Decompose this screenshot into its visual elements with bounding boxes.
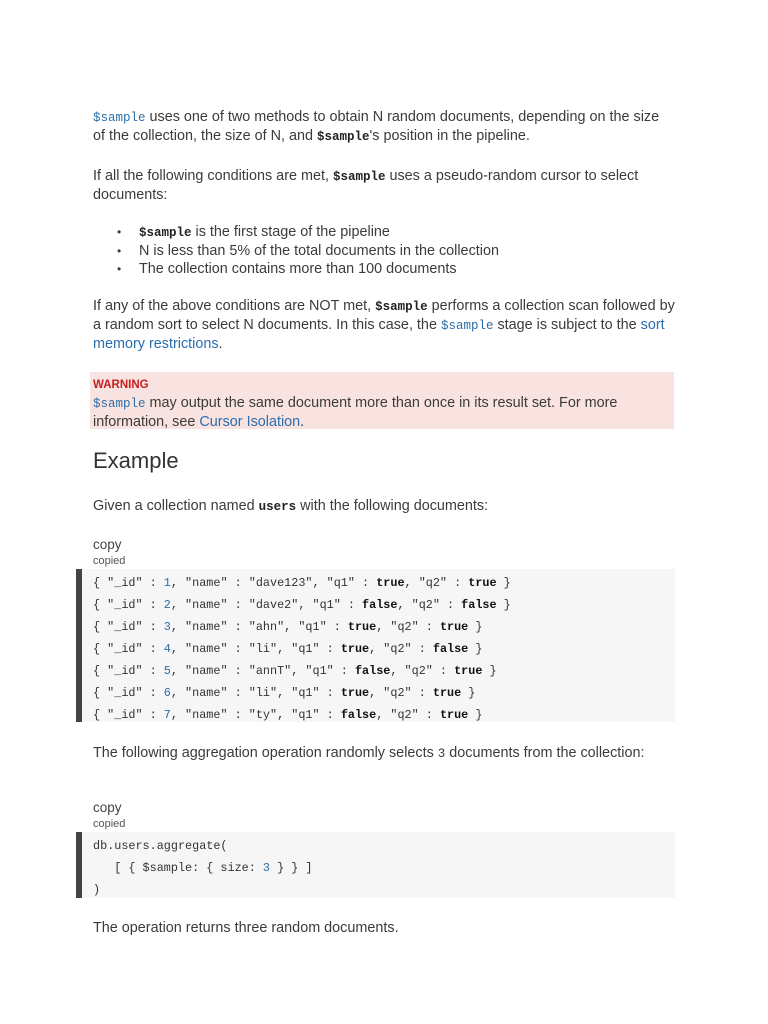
warning-title: WARNING bbox=[93, 379, 149, 391]
intro-paragraph: $sample uses one of two methods to obtain N random documents, depending on the size of the collection, the size of N, and $sample's position in the pipeline. bbox=[93, 109, 660, 144]
copied-status: copied bbox=[93, 555, 126, 567]
aggregation-intro-paragraph: The following aggregation operation randomly selects 3 documents from the collection: bbox=[93, 745, 645, 761]
code-line: { "_id" : 5, "name" : "annT", "q1" : false, "q2" : true } bbox=[93, 664, 497, 678]
copied-status: copied bbox=[93, 818, 126, 830]
aggregate-code-block bbox=[76, 832, 675, 898]
code-line: { "_id" : 4, "name" : "li", "q1" : true, "q2" : false } bbox=[93, 642, 483, 656]
code-line: { "_id" : 3, "name" : "ahn", "q1" : true, "q2" : true } bbox=[93, 620, 483, 634]
list-item: • The collection contains more than 100 documents bbox=[139, 260, 499, 278]
sample-code[interactable]: $sample bbox=[93, 111, 146, 125]
result-paragraph: The operation returns three random documents. bbox=[93, 920, 399, 936]
conditions-intro-paragraph: If all the following conditions are met, $sample uses a pseudo-random cursor to select documents: bbox=[93, 168, 639, 203]
code-line: { "_id" : 1, "name" : "dave123", "q1" : true, "q2" : true } bbox=[93, 576, 511, 590]
fallback-paragraph: If any of the above conditions are NOT met, $sample performs a collection scan followed by a random sort to select N documents. In this case, the $sample stage is subject to the sort memory restrictions. bbox=[93, 298, 675, 352]
number-code: 3 bbox=[437, 747, 446, 761]
conditions-list bbox=[93, 223, 499, 278]
sample-code: $sample bbox=[332, 170, 386, 184]
sample-code: $sample bbox=[375, 300, 428, 314]
code-line: { "_id" : 7, "name" : "ty", "q1" : false, "q2" : true } bbox=[93, 708, 483, 722]
documents-code-block bbox=[76, 569, 675, 722]
sample-code: $sample bbox=[316, 130, 370, 144]
sample-code-link[interactable]: $sample bbox=[93, 397, 146, 411]
list-item: • N is less than 5% of the total documents in the collection bbox=[139, 242, 499, 260]
code-line: { "_id" : 2, "name" : "dave2", "q1" : false, "q2" : false } bbox=[93, 598, 511, 612]
example-heading: Example bbox=[93, 448, 179, 473]
code-line: [ { $sample: { size: 3 } } ] bbox=[93, 861, 313, 875]
code-line: ) bbox=[93, 883, 101, 897]
sample-code-link[interactable]: $sample bbox=[440, 319, 494, 333]
warning-text: $sample may output the same document more than once in its result set. For more information, see Cursor Isolation. bbox=[93, 395, 618, 430]
sort-memory-restrictions-link[interactable]: sort memory restrictions bbox=[93, 317, 665, 352]
copy-button[interactable]: copy bbox=[93, 537, 122, 552]
code-line: { "_id" : 6, "name" : "li", "q1" : true, "q2" : true } bbox=[93, 686, 476, 700]
warning-callout bbox=[90, 372, 674, 429]
cursor-isolation-link[interactable]: Cursor Isolation bbox=[199, 414, 301, 430]
code-line: db.users.aggregate( bbox=[93, 839, 228, 853]
users-code: users bbox=[258, 500, 297, 514]
list-item: • $sample is the first stage of the pipeline bbox=[139, 223, 499, 242]
example-intro-paragraph: Given a collection named users with the following documents: bbox=[93, 498, 489, 514]
sample-code: $sample bbox=[139, 226, 192, 240]
copy-button[interactable]: copy bbox=[93, 800, 122, 815]
